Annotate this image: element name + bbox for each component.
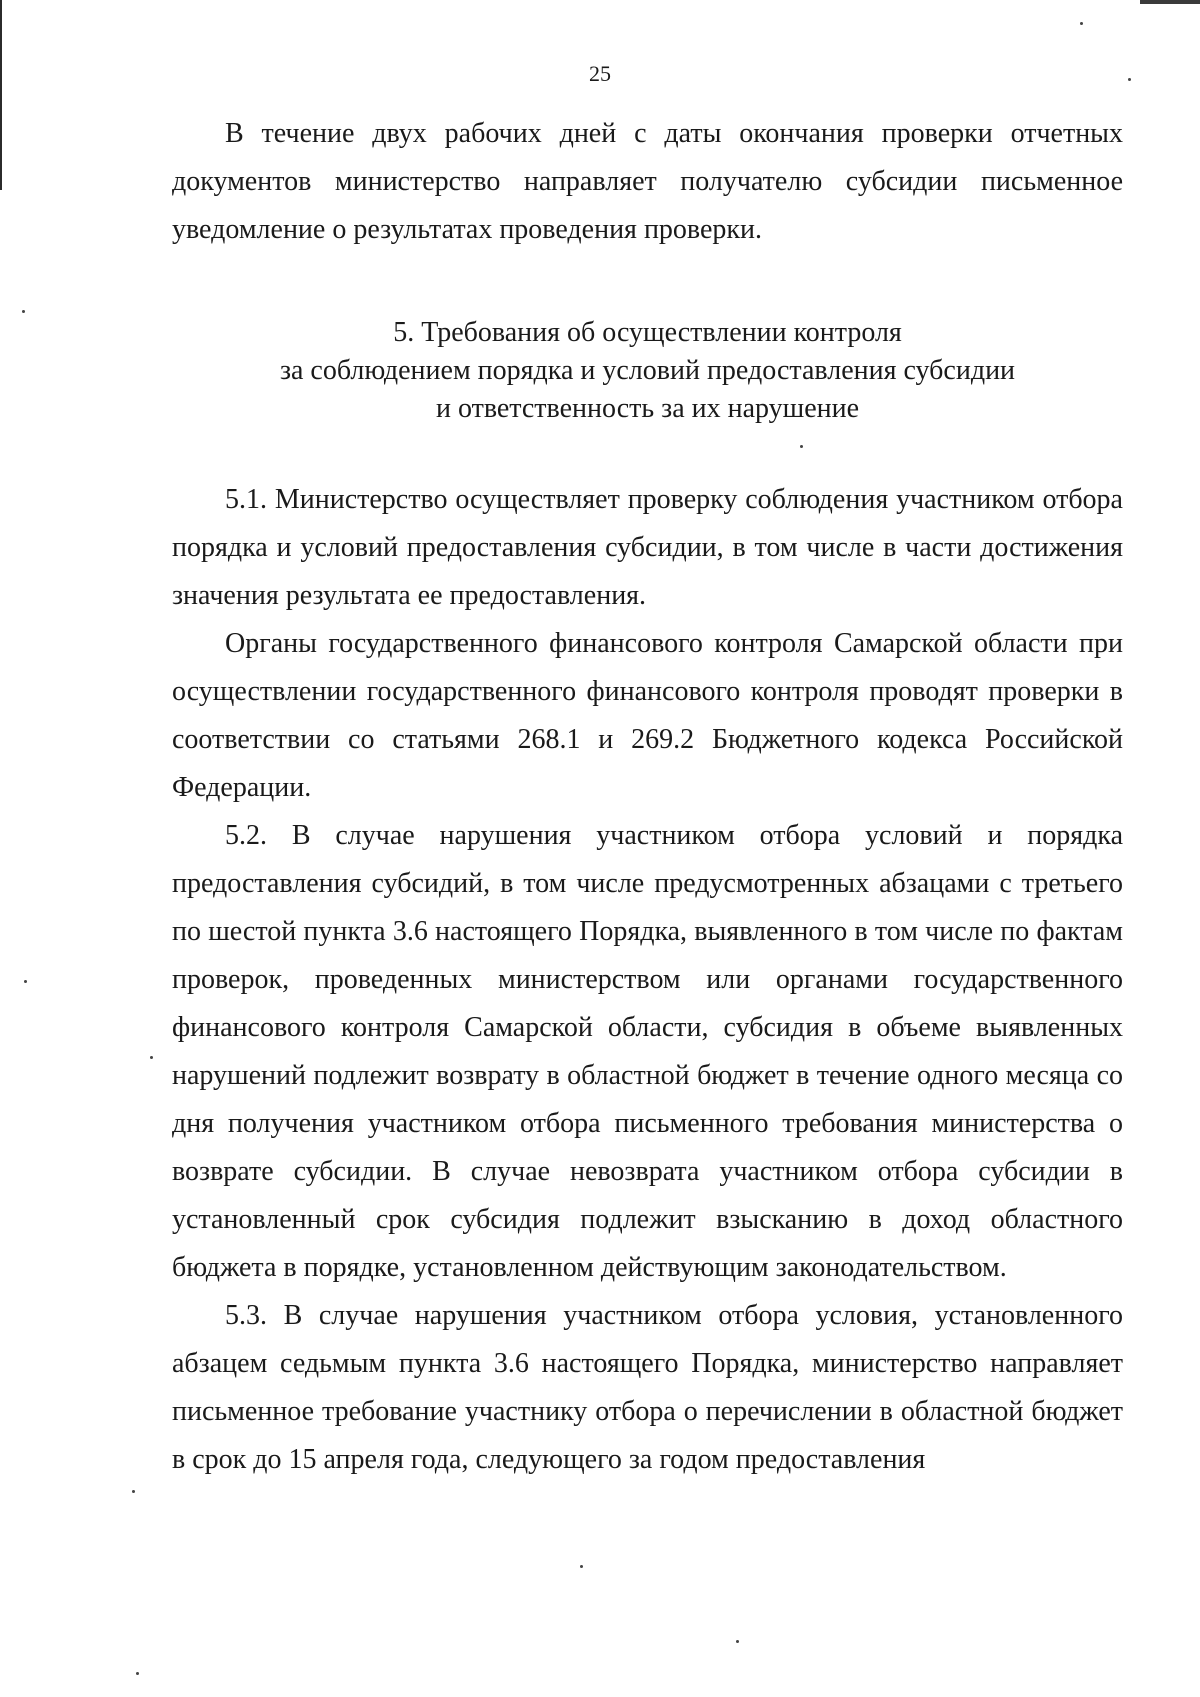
paragraph-notification: В течение двух рабочих дней с даты окончания проверки отчетных документов министерство направляет получателю субсидии письменное уведомление о результатах проведения проверки. [172, 118, 1123, 245]
scan-speck [150, 1056, 153, 1059]
paragraph-5-2: 5.2. В случае нарушения участником отбора условий и порядка предоставления субсидий, в том числе предусмотренных абзацами с третьего по шестой пункта 3.6 настоящего Порядка, выявленного в том числе по фактам проверок, проведенных министерством или органами государственного финансового контроля Самарской области, субсидия в объеме выявленных нарушений подлежит возврату в областной бюджет в течение одного месяца со дня получения участником отбора письменного требования министерства о возврате субсидии. В случае невозврата участником отбора субсидии в установленный срок субсидия подлежит взысканию в доход областного бюджета в порядке, установленном действующим законодательством. [172, 820, 1123, 1283]
scan-speck [24, 980, 27, 983]
scan-speck [132, 1490, 135, 1493]
paragraph-control-bodies: Органы государственного финансового контроля Самарской области при осуществлении государственного финансового контроля проводят проверки в соответствии со статьями 268.1 и 269.2 Бюджетного кодекса Российской Федерации. [172, 628, 1123, 803]
paragraph-5-3: 5.3. В случае нарушения участником отбора условия, установленного абзацем седьмым пункта 3.6 настоящего Порядка, министерство направляет письменное требование участнику отбора о перечислении в областной бюджет в срок до 15 апреля года, следующего за годом предоставления [172, 1300, 1123, 1475]
paragraph-5-1: 5.1. Министерство осуществляет проверку соблюдения участником отбора порядка и условий предоставления субсидии, в том числе в части достижения значения результата ее предоставления. [172, 484, 1123, 611]
scan-corner-mark [1140, 0, 1200, 4]
section-heading-line: за соблюдением порядка и условий предоставления субсидии [279, 355, 1016, 386]
section-heading-line: 5. Требования об осуществлении контроля [393, 317, 902, 348]
scan-speck [136, 1672, 139, 1675]
page-number: 25 [589, 61, 611, 86]
scan-speck [1080, 22, 1083, 25]
scan-margin-line [0, 0, 2, 190]
scan-speck [736, 1640, 739, 1643]
document-body [172, 110, 1123, 1484]
section-heading-line: и ответственность за их нарушение [435, 393, 860, 424]
section-heading [172, 314, 1123, 428]
scan-speck [22, 310, 25, 313]
scan-speck [580, 1565, 583, 1568]
